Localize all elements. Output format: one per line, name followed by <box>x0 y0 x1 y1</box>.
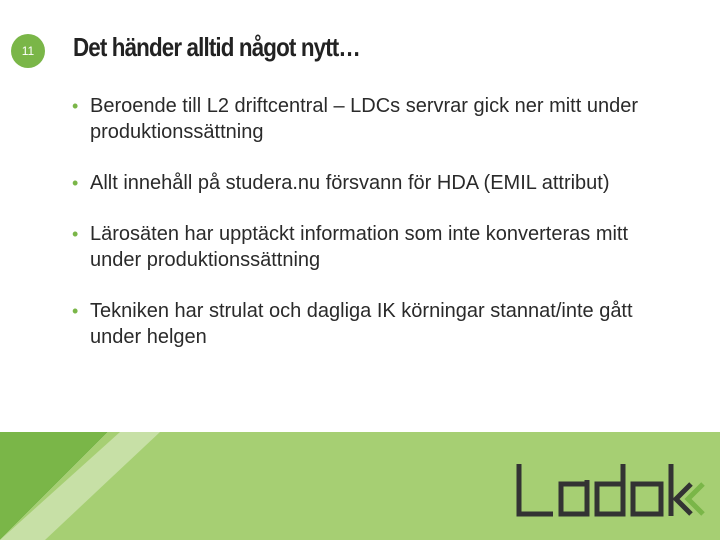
ladok-logo <box>515 460 705 518</box>
bullet-icon: • <box>72 224 79 244</box>
bullet-icon: • <box>72 301 79 321</box>
page-number-badge: 11 <box>11 34 45 68</box>
bullet-text: Tekniken har strulat och dagliga IK körningar stannat/inte gått under helgen <box>90 300 633 348</box>
bullet-icon: • <box>72 173 79 193</box>
bullet-list <box>72 93 672 375</box>
bullet-item <box>72 170 672 196</box>
bullet-text: Allt innehåll på studera.nu försvann för HDA (EMIL attribut) <box>90 172 610 194</box>
bullet-icon: • <box>72 96 79 116</box>
bullet-item <box>72 298 672 350</box>
bullet-text: Lärosäten har upptäckt information som inte konverteras mitt under produktionssättning <box>90 223 629 271</box>
bullet-text: Beroende till L2 driftcentral – LDCs servrar gick ner mitt under produktionssättning <box>90 95 639 143</box>
bullet-item <box>72 93 672 145</box>
slide-title: Det händer alltid något nytt… <box>73 32 360 62</box>
bullet-item <box>72 221 672 273</box>
